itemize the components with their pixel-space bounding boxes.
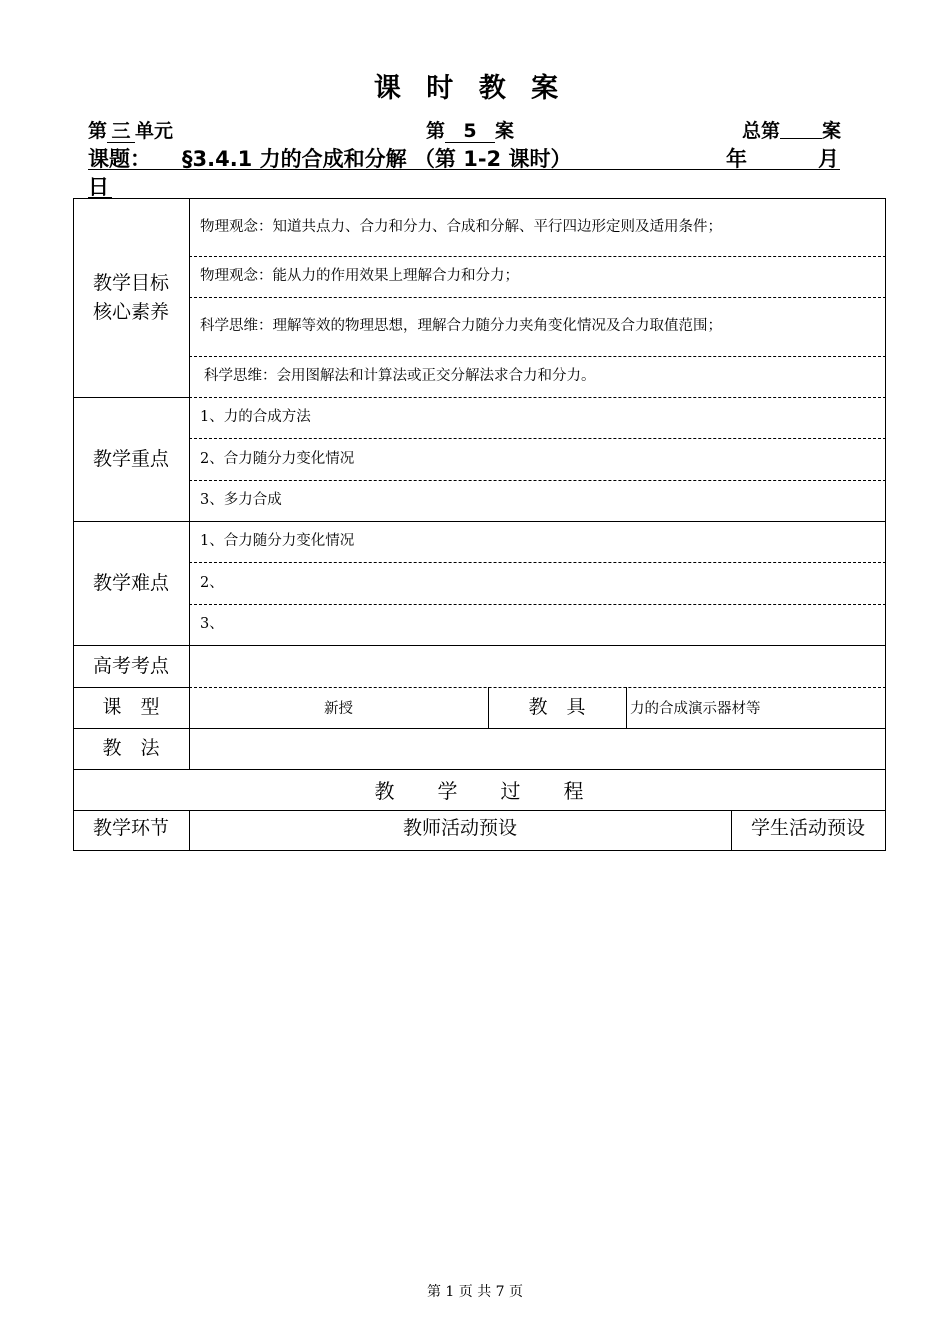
key-points-label: 教学重点 — [92, 447, 169, 470]
difficulty-item: 2、 — [200, 574, 224, 591]
key-point-item: 2、合力随分力变化情况 — [200, 450, 355, 467]
tools-value: 力的合成演示器材等 — [630, 701, 761, 717]
lesson-number: 5 — [445, 120, 495, 143]
total-info — [742, 116, 841, 143]
unit-info — [88, 116, 173, 143]
topic-text: §3.4.1 力的合成和分解 （第 1-2 课时） — [182, 147, 572, 171]
month-label: 月 — [818, 147, 839, 171]
difficulty-item: 1、合力随分力变化情况 — [200, 533, 355, 549]
page-footer: 第 1 页 共 7 页 — [426, 1284, 524, 1300]
lesson-info — [426, 116, 514, 143]
column-student-header: 学生活动预设 — [750, 817, 865, 839]
lesson-suffix: 案 — [495, 120, 515, 142]
total-prefix: 总第 — [742, 120, 781, 142]
lesson-type-value: 新授 — [324, 701, 353, 717]
unit-number: 三 — [107, 120, 135, 143]
header-info-row — [88, 116, 858, 142]
objective-item: 物理观念：知道共点力、合力和分力、合成和分解、平行四边形定则及适用条件； — [200, 218, 722, 235]
exam-points-value — [189, 645, 886, 687]
day-label: 日 — [88, 171, 112, 198]
key-point-item: 3、多力合成 — [200, 492, 282, 508]
key-point-item: 1、力的合成方法 — [200, 409, 311, 425]
process-heading: 教 学 过 程 — [374, 779, 585, 803]
topic-line — [88, 143, 840, 170]
total-number — [780, 116, 822, 139]
objectives-label-line1: 教学目标 — [92, 271, 169, 294]
total-suffix: 案 — [822, 120, 842, 142]
unit-prefix: 第 — [88, 120, 108, 142]
lesson-plan-table — [73, 198, 886, 851]
column-stage-header: 教学环节 — [92, 817, 169, 839]
topic-label: 课题： — [88, 147, 151, 171]
objectives-label-line2: 核心素养 — [92, 300, 169, 323]
exam-points-label: 高考考点 — [92, 654, 169, 677]
column-teacher-header: 教师活动预设 — [402, 817, 517, 839]
difficulty-item: 3、 — [200, 616, 224, 632]
method-label: 教 法 — [102, 737, 160, 759]
objective-item: 物理观念：能从力的作用效果上理解合力和分力； — [200, 268, 519, 284]
objective-item: 科学思维：会用图解法和计算法或正交分解法求合力和分力。 — [204, 368, 596, 384]
objective-item: 科学思维：理解等效的物理思想，理解合力随分力夹角变化情况及合力取值范围； — [200, 318, 722, 334]
unit-suffix: 单元 — [135, 120, 174, 142]
year-label: 年 — [726, 147, 747, 171]
method-value — [189, 728, 886, 769]
tools-label: 教 具 — [528, 696, 586, 718]
table-border-bottom — [73, 850, 886, 851]
difficulties-label: 教学难点 — [92, 571, 169, 594]
lesson-type-label: 课 型 — [102, 696, 160, 718]
lesson-prefix: 第 — [426, 120, 446, 142]
page-title: 课 时 教 案 — [373, 73, 567, 104]
objectives-label — [73, 198, 189, 397]
